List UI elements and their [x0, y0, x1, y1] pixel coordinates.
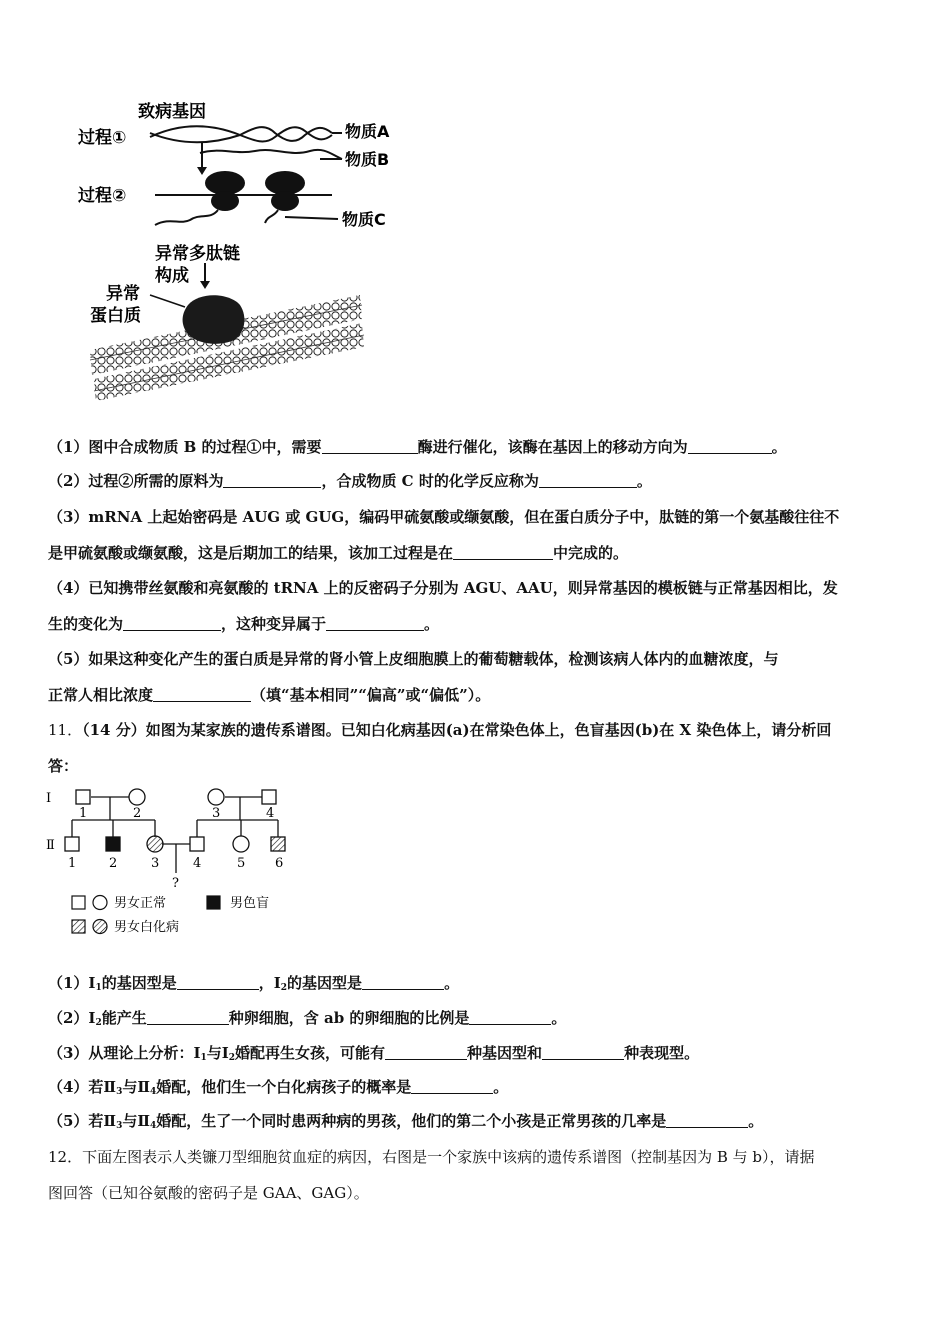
q11-s1-text-4: 的基因型是 [287, 974, 363, 992]
answer-blank[interactable] [539, 472, 637, 488]
q11-s2-text: （2）Ⅰ [48, 1009, 96, 1027]
q11-s2-end: 。 [551, 1009, 567, 1027]
q10-part3-line1 [48, 506, 839, 527]
answer-blank[interactable] [666, 1112, 748, 1128]
answer-blank[interactable] [322, 438, 418, 454]
q11-part5 [48, 1110, 763, 1131]
arrow-down-icon [200, 263, 210, 289]
q10-p2-text: （2）过程②所需的原料为 [48, 472, 224, 490]
q11-s3-text: （3）从理论上分析：Ⅰ [48, 1044, 201, 1062]
pedigree-I2-female-normal [129, 789, 145, 805]
pedigree-number: 3 [212, 806, 221, 821]
q11-part3 [48, 1042, 699, 1063]
q10-p3-text-2: 是甲硫氨酸或缬氨酸，这是后期加工的结果，该加工过程是在 [48, 544, 454, 562]
label-substance-c: 物质C [342, 210, 386, 229]
legend-female-normal-icon [93, 896, 107, 910]
q11-intro-text-2: 答： [48, 757, 79, 775]
peptide-chain-1 [155, 210, 218, 225]
answer-blank[interactable] [469, 1009, 551, 1025]
q10-p3-text: （3）mRNA 上起始密码是 AUG 或 GUG，编码甲硫氨酸或缬氨酸，但在蛋白质分子中，肽链的第一个氨基酸往往不 [48, 508, 840, 526]
pedigree-number: 2 [109, 856, 118, 871]
pedigree-II1-male-normal [65, 837, 79, 851]
q10-p2-end: 。 [636, 472, 652, 490]
abnormal-protein [183, 295, 245, 344]
q11-s3-text-2: 与Ⅰ [206, 1044, 229, 1062]
q11-s1-text-3: ，Ⅰ [258, 974, 281, 992]
pedigree-number: 1 [79, 806, 88, 821]
q10-p1-end: 。 [771, 438, 787, 456]
pedigree-number: 4 [193, 856, 202, 871]
q11-intro-line1 [48, 719, 831, 740]
pedigree-figure [44, 785, 314, 940]
q10-p1-text-2: 酶进行催化，该酶在基因上的移动方向为 [417, 438, 688, 456]
ribosome-1 [205, 171, 245, 211]
q11-s1-text: （1）Ⅰ [48, 974, 96, 992]
label-abnormal-protein-1: 异常 [106, 284, 140, 304]
peptide-chain-2 [265, 210, 278, 223]
pedigree-II3-female-albino [147, 836, 163, 852]
pedigree-number: 5 [237, 856, 246, 871]
answer-blank[interactable] [177, 974, 259, 990]
pedigree-II4-male-normal [190, 837, 204, 851]
pedigree-I4-male-normal [262, 790, 276, 804]
q11-s5-text-3: 婚配，生了一个同时患两种病的男孩，他们的第二个小孩是正常男孩的几率是 [156, 1112, 667, 1130]
pedigree-number: 2 [133, 806, 142, 821]
answer-blank[interactable] [123, 615, 221, 631]
subscript: 1 [200, 1053, 207, 1063]
subscript: 2 [95, 1018, 102, 1028]
answer-blank[interactable] [542, 1044, 624, 1060]
mrna-strand [200, 150, 342, 159]
subscript: 1 [95, 983, 102, 993]
pedigree-I3-female-normal [208, 789, 224, 805]
q11-part1 [48, 972, 459, 993]
label-process-1: 过程① [78, 128, 127, 148]
q10-p4-text: （4）已知携带丝氨酸和亮氨酸的 tRNA 上的反密码子分别为 AGU、AAU，则异常基因的模板链与正常基因相比，发 [48, 579, 838, 597]
subscript: 3 [116, 1087, 123, 1097]
q10-p5-end: （填“基本相同”“偏高”或“偏低”）。 [251, 686, 491, 704]
q10-p5-text-2: 正常人相比浓度 [48, 686, 154, 704]
q11-intro-line2 [48, 755, 78, 776]
q11-s2-text-2: 能产生 [101, 1009, 147, 1027]
q10-part2 [48, 470, 652, 491]
q11-s3-text-4: 种基因型和 [467, 1044, 543, 1062]
pedigree-II2-male-colorblind [106, 837, 120, 851]
q11-part4 [48, 1076, 508, 1097]
q10-p2-text-2: ，合成物质 C 时的化学反应称为 [321, 472, 539, 490]
subscript: 2 [228, 1053, 236, 1063]
legend-male-albino-icon [72, 920, 85, 933]
q12-line1 [48, 1146, 815, 1167]
pedigree-number: 3 [151, 856, 160, 871]
q11-s3-end: 种表现型。 [624, 1044, 700, 1062]
gene-expression-figure [70, 95, 410, 410]
q10-p4-text-3: ，这种变异属于 [221, 615, 327, 633]
q10-p3-end: 中完成的。 [553, 544, 629, 562]
legend-colorblind-label: 男色盲 [230, 896, 270, 911]
q12-text: 12．下面左图表示人类镰刀型细胞贫血症的病因，右图是一个家族中该病的遗传系谱图（控制基因为 B 与 b），请据 [48, 1148, 815, 1166]
pedigree-II6-male-albino [271, 837, 285, 851]
label-substance-b: 物质B [345, 150, 390, 169]
answer-blank[interactable] [688, 438, 772, 454]
q11-s5-text-2: 与Ⅱ [122, 1112, 151, 1130]
q10-p5-text: （5）如果这种变化产生的蛋白质是异常的肾小管上皮细胞膜上的葡萄糖载体，检测该病人体内的血糖浓度，与 [48, 650, 779, 668]
q10-part5-line2 [48, 684, 490, 705]
legend-male-normal-icon [72, 896, 85, 909]
q10-part3-line2 [48, 542, 628, 563]
pedigree-number: 4 [266, 806, 275, 821]
label-disease-gene: 致病基因 [138, 102, 206, 122]
subscript: 2 [280, 983, 288, 993]
q10-part4-line2 [48, 613, 439, 634]
generation-II-label: Ⅱ [46, 838, 55, 853]
q11-s5-text: （5）若Ⅱ [48, 1112, 117, 1130]
q12-text-2: 图回答（已知谷氨酸的密码子是 GAA、GAG）。 [48, 1184, 369, 1202]
q11-s4-text-2: 与Ⅱ [122, 1078, 151, 1096]
legend-normal-label: 男女正常 [114, 896, 167, 911]
q11-number: 11． [48, 721, 83, 739]
label-abnormal-peptide: 异常多肽链 [155, 244, 240, 264]
q11-s2-text-3: 种卵细胞，含 ab 的卵细胞的比例是 [228, 1009, 470, 1027]
pedigree-number: 6 [275, 856, 284, 871]
pedigree-I1-male-normal [76, 790, 90, 804]
label-substance-a: 物质A [345, 122, 390, 141]
q11-s4-text: （4）若Ⅱ [48, 1078, 117, 1096]
q11-s3-text-3: 婚配再生女孩，可能有 [235, 1044, 386, 1062]
label-process-2: 过程② [78, 186, 127, 206]
generation-I-label: Ⅰ [46, 791, 52, 806]
legend-female-albino-icon [93, 920, 107, 934]
answer-blank[interactable] [411, 1078, 493, 1094]
dna-helix [150, 126, 342, 142]
ribosome-2 [265, 171, 305, 211]
q11-s4-text-3: 婚配，他们生一个白化病孩子的概率是 [156, 1078, 412, 1096]
answer-blank[interactable] [362, 974, 444, 990]
legend-male-colorblind-icon [207, 896, 220, 909]
pedigree-II5-female-normal [233, 836, 249, 852]
q11-intro-text: （14 分）如图为某家族的遗传系谱图。已知白化病基因(a)在常染色体上，色盲基因(b)在 X 染色体上，请分析回 [82, 721, 832, 739]
q12-line2 [48, 1182, 369, 1203]
q10-p1-text: （1）图中合成物质 B 的过程①中，需要 [48, 438, 322, 456]
q10-p4-end: 。 [424, 615, 440, 633]
q11-part2 [48, 1007, 566, 1028]
pedigree-unknown-child: ? [172, 876, 179, 891]
answer-blank[interactable] [385, 1044, 467, 1060]
answer-blank[interactable] [147, 1009, 229, 1025]
label-compose: 构成 [155, 266, 189, 286]
arrow-down-icon [197, 143, 207, 175]
q10-part1 [48, 436, 787, 457]
q10-part4-line1 [48, 577, 838, 598]
answer-blank[interactable] [153, 686, 251, 702]
q10-p4-text-2: 生的变化为 [48, 615, 124, 633]
subscript: 4 [150, 1087, 157, 1097]
pedigree-number: 1 [68, 856, 77, 871]
q10-part5-line1 [48, 648, 778, 669]
q11-s4-end: 。 [493, 1078, 509, 1096]
q11-s5-end: 。 [748, 1112, 764, 1130]
subscript: 4 [150, 1121, 157, 1131]
legend-albino-label: 男女白化病 [114, 920, 180, 935]
answer-blank[interactable] [326, 615, 424, 631]
answer-blank[interactable] [453, 544, 553, 560]
q11-s1-end: 。 [444, 974, 460, 992]
subscript: 3 [116, 1121, 123, 1131]
label-abnormal-protein-2: 蛋白质 [90, 306, 141, 326]
answer-blank[interactable] [223, 472, 321, 488]
q11-s1-text-2: 的基因型是 [101, 974, 177, 992]
